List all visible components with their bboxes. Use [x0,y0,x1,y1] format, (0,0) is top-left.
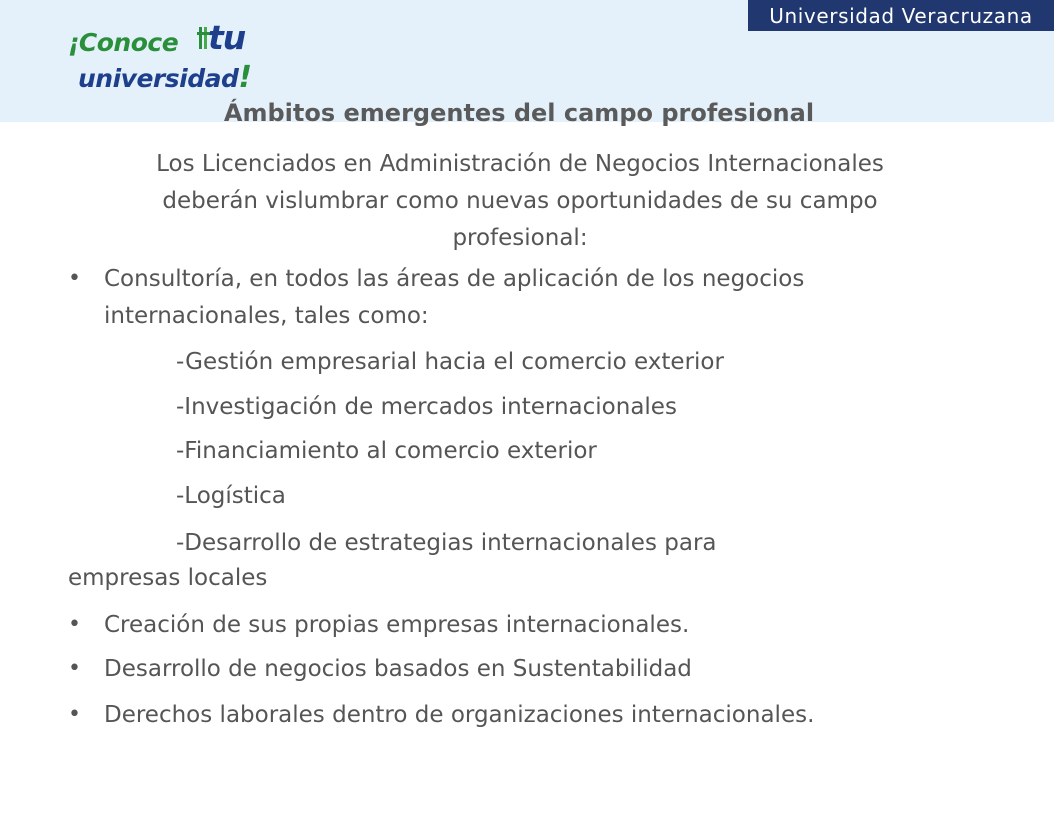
bullet-marker: • [68,266,81,291]
intro-paragraph [80,146,960,257]
conoce-tu-universidad-logo [68,18,278,97]
bullet-text: Creación de sus propias empresas internacionales. [104,612,690,638]
slide-title: Ámbitos emergentes del campo profesional [223,99,815,127]
institution-name: Universidad Veracruzana [769,3,1033,28]
bullet-marker: • [68,656,81,681]
intro-line: deberán vislumbrar como nuevas oportunidades de su campo [162,188,878,214]
sub-item: -Desarrollo de estrategias internacionales para [176,530,717,556]
bullet-marker: • [68,702,81,727]
sub-item: -Investigación de mercados internacionales [176,394,677,420]
bullet-text-continuation: internacionales, tales como: [104,303,429,329]
intro-line: profesional: [452,225,588,251]
bullet-text: Consultoría, en todos las áreas de aplicación de los negocios [104,266,805,292]
sub-item: -Financiamiento al comercio exterior [176,438,597,464]
logo-word-universidad: universidad [78,64,239,93]
logo-exclamation: ! [238,60,252,95]
logo-text-conoce: ¡Conoce [68,28,179,57]
intro-line: Los Licenciados en Administración de Negocios Internacionales [156,151,884,177]
bullet-text: Derechos laborales dentro de organizaciones internacionales. [104,702,815,728]
bullet-marker: • [68,612,81,637]
sub-item: -Gestión empresarial hacia el comercio exterior [176,349,724,375]
logo-text-universidad [78,60,252,95]
sub-item: -Logística [176,483,286,509]
sub-item-continuation: empresas locales [68,565,268,591]
bullet-text: Desarrollo de negocios basados en Sustentabilidad [104,656,692,682]
logo-text-tu: tu [208,18,246,57]
institution-name-tab [748,0,1054,31]
